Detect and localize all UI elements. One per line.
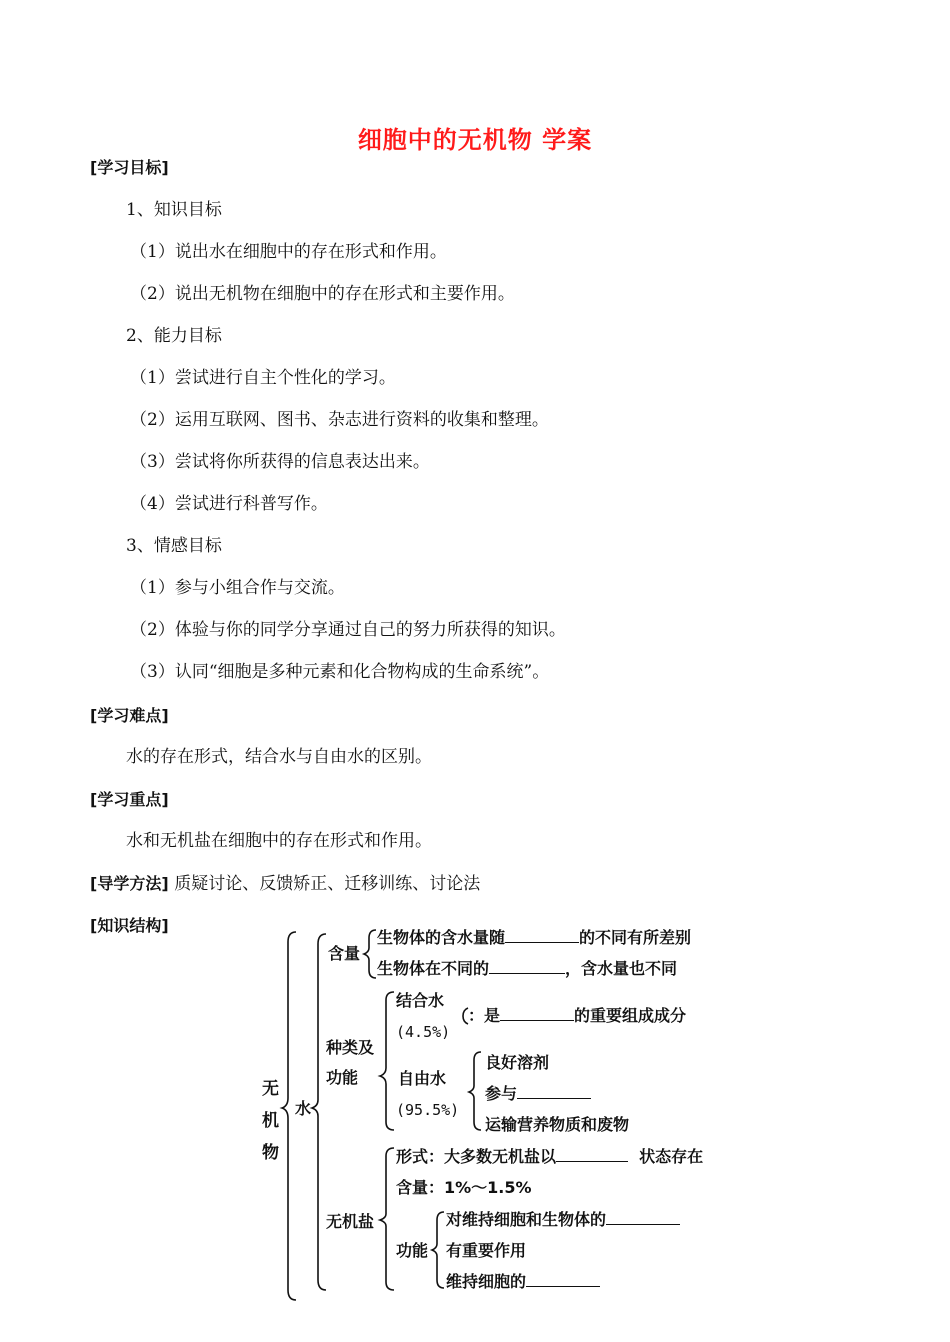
emotion-goal-label: 3、情感目标 bbox=[126, 536, 222, 556]
root-char: 机 bbox=[262, 1111, 279, 1131]
bracket-salt-func bbox=[432, 1212, 444, 1288]
types-label: 功能 bbox=[326, 1068, 359, 1087]
bracket-free bbox=[469, 1052, 481, 1130]
emotion-goal-item: （1）参与小组合作与交流。 bbox=[130, 578, 345, 598]
content-line-2: 生物体在不同的 ，含水量也不同 bbox=[377, 959, 678, 978]
method-text: 质疑讨论、反馈矫正、迁移训练、讨论法 bbox=[174, 874, 481, 894]
ability-goal-label: 2、能力目标 bbox=[126, 326, 222, 346]
answer-blank[interactable] bbox=[517, 1084, 591, 1099]
free-water-percent: (95.5%) bbox=[396, 1101, 460, 1119]
answer-blank[interactable] bbox=[606, 1210, 680, 1225]
free-water-function: 运输营养物质和废物 bbox=[485, 1115, 630, 1134]
salt-function-label: 功能 bbox=[396, 1241, 429, 1260]
bracket-water bbox=[282, 932, 296, 1300]
bound-water-label: 结合水 bbox=[396, 991, 445, 1010]
ability-goal-item: （4）尝试进行科普写作。 bbox=[130, 494, 328, 514]
ability-goal-item: （2）运用互联网、图书、杂志进行资料的收集和整理。 bbox=[130, 410, 549, 430]
types-label: 种类及 bbox=[326, 1038, 375, 1057]
water-node: 水 bbox=[295, 1099, 312, 1118]
objectives-heading: [学习目标] bbox=[90, 158, 169, 177]
root-char: 物 bbox=[262, 1143, 279, 1163]
answer-blank[interactable] bbox=[526, 1272, 600, 1287]
answer-blank[interactable] bbox=[489, 959, 565, 974]
bracket-water-parts bbox=[312, 934, 326, 1290]
salt-form: 形式：大多数无机盐以 状态存在 bbox=[396, 1147, 704, 1166]
bracket-content bbox=[364, 930, 376, 978]
content-label: 含量 bbox=[328, 944, 361, 963]
emotion-goal-item: （3）认同“细胞是多种元素和化合物构成的生命系统”。 bbox=[130, 662, 550, 682]
salt-function: 维持细胞的 bbox=[446, 1272, 600, 1292]
emotion-goal-item: （2）体验与你的同学分享通过自己的努力所获得的知识。 bbox=[130, 620, 566, 640]
free-water-label: 自由水 bbox=[398, 1069, 447, 1088]
salt-function: 对维持细胞和生物体的 bbox=[446, 1210, 680, 1230]
free-water-function: 良好溶剂 bbox=[485, 1053, 550, 1072]
ability-goal-item: （1）尝试进行自主个性化的学习。 bbox=[130, 368, 396, 388]
root-char: 无 bbox=[262, 1079, 279, 1099]
free-water-function: 参与 bbox=[485, 1084, 591, 1104]
bound-water-percent: (4.5%) bbox=[396, 1023, 451, 1041]
structure-heading: [知识结构] bbox=[90, 916, 169, 935]
answer-blank[interactable] bbox=[556, 1147, 628, 1162]
answer-blank[interactable] bbox=[500, 1006, 574, 1021]
ability-goal-item: （3）尝试将你所获得的信息表达出来。 bbox=[130, 452, 430, 472]
bracket-bound bbox=[463, 1008, 468, 1024]
content-line-1: 生物体的含水量随 的不同有所差别 bbox=[377, 928, 692, 947]
bracket-types bbox=[380, 992, 394, 1130]
bracket-salt bbox=[380, 1148, 394, 1290]
knowledge-goal-item: （1）说出水在细胞中的存在形式和作用。 bbox=[130, 242, 447, 262]
difficulty-heading: [学习难点] bbox=[90, 706, 169, 725]
salt-function: 有重要作用 bbox=[446, 1241, 527, 1260]
page-title: 细胞中的无机物 学案 bbox=[357, 126, 593, 154]
knowledge-goal-label: 1、知识目标 bbox=[126, 200, 222, 220]
difficulty-text: 水的存在形式，结合水与自由水的区别。 bbox=[126, 747, 432, 767]
salt-label: 无机盐 bbox=[326, 1212, 375, 1231]
key-points-heading: [学习重点] bbox=[90, 790, 169, 809]
method-line bbox=[90, 873, 480, 895]
answer-blank[interactable] bbox=[505, 928, 579, 943]
salt-content: 含量：1%～1.5% bbox=[396, 1178, 532, 1197]
method-heading: [导学方法] bbox=[90, 874, 169, 893]
key-points-text: 水和无机盐在细胞中的存在形式和作用。 bbox=[126, 831, 432, 851]
knowledge-goal-item: （2）说出无机物在细胞中的存在形式和主要作用。 bbox=[130, 284, 515, 304]
bound-water-desc: ：是 的重要组成成分 bbox=[468, 1006, 687, 1025]
